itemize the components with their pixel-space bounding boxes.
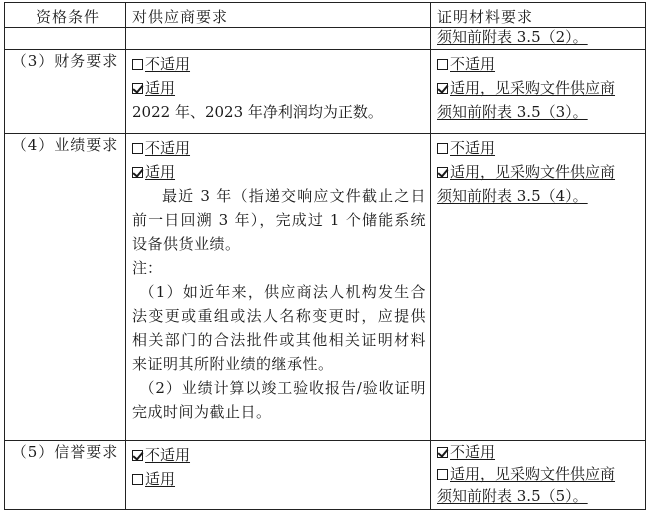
checkbox-icon[interactable]: [437, 59, 448, 70]
row-label-performance: [5, 134, 126, 441]
table-row-credit: [5, 441, 646, 510]
option-label: 不适用: [450, 139, 496, 157]
option-label: 不适用: [145, 139, 191, 157]
performance-proof-ref: 须知前附表 3.5（4）。: [437, 187, 588, 205]
performance-proof-option-apply[interactable]: [437, 160, 641, 184]
qualification-table: [4, 2, 646, 510]
performance-proof-cell: [431, 134, 646, 441]
option-label: 适用: [145, 79, 176, 97]
checkbox-icon[interactable]: [132, 474, 143, 485]
row-label-credit: [5, 441, 126, 510]
proof-text: 须知前附表 3.5（2）。: [437, 28, 588, 46]
checkbox-checked-icon[interactable]: [437, 167, 448, 178]
checkbox-checked-icon[interactable]: [132, 450, 143, 461]
header-row: [5, 3, 646, 28]
header-qualification-label: 资格条件: [35, 8, 100, 26]
finance-label: （3）财务要求: [11, 52, 119, 70]
table-row-performance: [5, 134, 646, 441]
option-label: 适用: [145, 470, 176, 488]
performance-label: （4）业绩要求: [11, 136, 119, 154]
finance-req-option-na[interactable]: [132, 52, 426, 76]
checkbox-icon[interactable]: [132, 59, 143, 70]
credit-label: （5）信誉要求: [11, 443, 119, 461]
finance-proof-cell: [431, 50, 646, 134]
finance-req-option-apply[interactable]: [132, 76, 426, 100]
note-1: （1）如近年来，供应商法人机构发生合法变更或重组或法人名称变更时，应提供相关部门的合法批件或其他相关证明材料来证明其所附业绩的继承性。: [132, 283, 426, 373]
performance-req-option-apply[interactable]: [132, 160, 426, 184]
option-label: 适用，见采购文件供应商: [450, 79, 616, 97]
option-label: 适用: [145, 163, 176, 181]
checkbox-checked-icon[interactable]: [132, 83, 143, 94]
credit-proof-option-na[interactable]: [437, 441, 641, 463]
option-label: 不适用: [145, 446, 191, 464]
credit-req-option-apply[interactable]: [132, 467, 426, 491]
option-label: 不适用: [450, 55, 496, 73]
option-label: 不适用: [450, 443, 496, 461]
header-qualification: [5, 3, 126, 28]
performance-req-option-na[interactable]: [132, 136, 426, 160]
credit-proof-cell: [431, 441, 646, 510]
note-label: 注：: [132, 259, 163, 277]
credit-req-option-na[interactable]: [132, 443, 426, 467]
credit-proof-ref: 须知前附表 3.5（5）。: [437, 487, 588, 505]
option-label: 适用，见采购文件供应商: [450, 465, 616, 483]
header-supplier-label: 对供应商要求: [132, 8, 229, 26]
table-row-finance: [5, 50, 646, 134]
option-label: 适用，见采购文件供应商: [450, 163, 616, 181]
row-proof-cell: [431, 28, 646, 50]
checkbox-icon[interactable]: [437, 469, 448, 480]
credit-proof-option-apply[interactable]: [437, 463, 641, 485]
row-label-finance: [5, 50, 126, 134]
finance-proof-ref: 须知前附表 3.5（3）。: [437, 103, 588, 121]
finance-req-text: 2022 年、2023 年净利润均为正数。: [132, 103, 383, 121]
credit-requirement-cell: [126, 441, 431, 510]
finance-proof-option-na[interactable]: [437, 52, 641, 76]
table-row: [5, 28, 646, 50]
checkbox-checked-icon[interactable]: [132, 167, 143, 178]
checkbox-checked-icon[interactable]: [437, 447, 448, 458]
row-label-empty: [5, 28, 126, 50]
checkbox-icon[interactable]: [437, 143, 448, 154]
performance-proof-option-na[interactable]: [437, 136, 641, 160]
checkbox-checked-icon[interactable]: [437, 83, 448, 94]
performance-req-text: 最近 3 年（指递交响应文件截止之日前一日回溯 3 年），完成过 1 个储能系统设备供货业绩。: [132, 187, 426, 253]
header-proof-label: 证明材料要求: [437, 8, 534, 26]
option-label: 不适用: [145, 55, 191, 73]
finance-proof-option-apply[interactable]: [437, 76, 641, 100]
checkbox-icon[interactable]: [132, 143, 143, 154]
finance-requirement-cell: [126, 50, 431, 134]
note-2: （2）业绩计算以竣工验收报告/验收证明完成时间为截止日。: [132, 379, 426, 421]
header-supplier-requirement: [126, 3, 431, 28]
row-req-empty: [126, 28, 431, 50]
performance-requirement-cell: [126, 134, 431, 441]
header-proof-material: [431, 3, 646, 28]
